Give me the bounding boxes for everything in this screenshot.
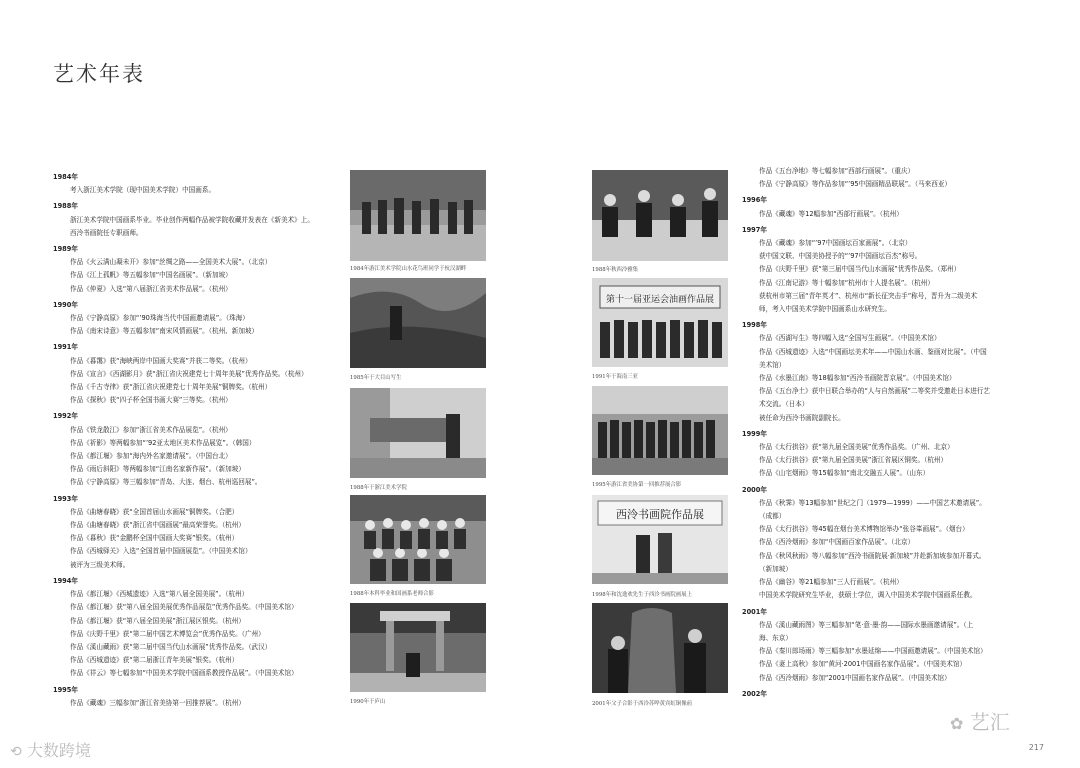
chronology-entry: 作品《宁静高原》参加“’90珠海当代中国画邀请展”。（珠海）	[70, 314, 249, 323]
chronology-left-column	[53, 168, 314, 710]
chronology-entry: 作品《水墨江南》等18幅参加“西泠书画院晋京展”。（中国美术馆）	[759, 374, 956, 383]
photo-1995-exhibition	[592, 386, 728, 475]
chronology-entry: 作品《探秋》获“四子杯全国书画大赛”三等奖。（杭州）	[70, 396, 232, 405]
chronology-entry: 作品《五台净地》等七幅参加“西部行画展”。（重庆）	[759, 167, 915, 175]
chronology-entry: 作品《都江堰》获“第八届全国美展”浙江展区银奖。（杭州）	[70, 616, 245, 625]
chronology-entry: 作品《太行拱谷》获“第九届全国美展”优秀作品奖。（广州、北京）	[759, 443, 954, 452]
chronology-entry: 作品《西湖写生》等四幅入选“全国写生画展”。（中国美术馆）	[759, 334, 941, 343]
chronology-entry: 作品《西泠烟雨》参加“2001中国画名家作品展”。（中国美术馆）	[759, 673, 951, 682]
chronology-entry: 作品《都江堰》参加“海内外名家邀请展”。（中国台北）	[70, 452, 232, 461]
year-heading: 1999年	[742, 429, 767, 438]
chronology-entry: 作品《江南记游》等十幅参加“杭州市十人提名展”。（杭州）	[759, 278, 934, 287]
caption-photo-1: 1984年游江美术学院山水花鸟班同学于杭汉湖畔	[350, 266, 467, 272]
caption-photo-5: 1990年于庐山	[350, 699, 386, 705]
chronology-entry: 作品《宁静高原》等三幅参加“青岛、大连、烟台、杭州巡回展”。	[70, 478, 262, 487]
chronology-entry: 作品《南宋诗意》等五幅参加“南宋风情画展”。（杭州、新加坡）	[70, 327, 259, 336]
watermark-yihui-text: 艺汇	[969, 710, 1010, 734]
year-heading: 1991年	[53, 343, 78, 352]
wechat-icon: ✿	[950, 714, 964, 733]
watermark-dashujuajing-text: 大数跨境	[26, 741, 91, 760]
photo-1988-graduation	[350, 495, 486, 584]
chronology-entry: 作品《秋风秋雨》等八幅参加“西泠书画院展·新加坡”并赴新加坡参加开幕式。	[759, 551, 986, 560]
chronology-entry: 作品《宣言》《西湖影月》获“浙江省庆祝建党七十周年美展”优秀作品奖。（杭州）	[70, 369, 308, 378]
banner-text-photo-7: 第十一届亚运会油画作品展	[605, 295, 715, 305]
caption-photo-4: 1988年本科毕业和国画系老师合影	[350, 591, 434, 597]
chronology-right-column	[742, 165, 990, 701]
chronology-entry: 获杭州市第三届“青年英才”、杭州市“新长征突击手”称号，晋升为二级美术	[759, 291, 978, 300]
chronology-entry: 作品《幽谷》等21幅参加“三人行画展”。（杭州）	[759, 578, 903, 587]
page-title: 艺术年表	[53, 62, 145, 86]
chronology-entry: 被任命为西泠书画院副院长。	[759, 413, 845, 422]
chronology-entry: 作品《庆野千里》获“第三届中国当代山水画展”优秀作品奖。（郑州）	[759, 265, 961, 274]
year-heading: 2001年	[742, 607, 767, 616]
logo-icon: ⟲	[10, 744, 22, 760]
chronology-entry: 作品《曲塘春晓》获“浙江省中国画展”最高荣誉奖。（杭州）	[70, 521, 245, 530]
chronology-entry: 作品《太行拱谷》获“第九届全国美展”浙江省展区铜奖。（杭州）	[759, 456, 948, 465]
chronology-entry: 作品《西城驿关》入选“全国首届中国画展览”。（中国美术馆）	[70, 547, 252, 556]
chronology-entry: 作品《藏魂》三幅参加“浙江省美协第一回推荐展”。（杭州）	[70, 698, 245, 707]
caption-photo-2: 1985年于大目山写生	[350, 375, 402, 381]
year-heading: 1989年	[53, 245, 78, 254]
chronology-entry: 作品《祥云》等七幅参加“中国美术学院中国画系教授作品展”。（中国美术馆）	[70, 669, 298, 678]
photo-1988-gathering	[592, 170, 728, 261]
chronology-entry: 作品《溪山藏雨》获“第二届中国当代山水画展”优秀作品奖。（武汉）	[70, 642, 272, 651]
photo-1990-lushan	[350, 603, 486, 692]
photo-2001-statue	[592, 603, 728, 693]
year-heading: 1998年	[742, 321, 767, 330]
chronology-entry: 作品《火云满山凝未开》参加“丝绸之路——全国美术大展”。（北京）	[70, 258, 272, 267]
chronology-entry: 作品《五台净土》获中日联合举办的“人与自然画展”二等奖并受邀赴日本进行艺	[759, 387, 991, 396]
chronology-entry: 浙江美术学院中国画系毕业。毕业创作两幅作品被学院收藏并发表在《新美术》上。	[70, 215, 314, 224]
year-heading: 1994年	[53, 576, 78, 585]
chronology-entry: 作品《千古寺律》获“浙江省庆祝建党七十周年美展”铜牌奖。（杭州）	[70, 383, 272, 392]
chronology-entry: 作品《曲塘春晓》获“全国首届山水画展”铜牌奖。（合肥）	[70, 507, 239, 516]
year-heading: 2000年	[742, 485, 767, 494]
caption-photo-3: 1988年于浙江美术学院	[350, 485, 407, 491]
year-heading: 1988年	[53, 202, 78, 211]
chronology-entry: 作品《宁静高原》等作品参加“’95中国画精品联展”。（马来西亚）	[759, 180, 952, 189]
chronology-entry: 作品《暮秋》获“金鹏杯全国中国画大奖赛”银奖。（杭州）	[70, 534, 239, 543]
year-heading: 1984年	[53, 173, 78, 181]
year-heading: 1990年	[53, 300, 78, 309]
caption-photo-10: 2001年父子合影于西泠苏哗黄宾虹铜像前	[592, 701, 692, 707]
year-heading: 1995年	[53, 685, 78, 694]
chronology-entry: 作品《铁龙散江》参加“浙江省美术作品展览”。（杭州）	[70, 425, 232, 434]
year-heading: 1997年	[742, 225, 767, 234]
chronology-entry: 美术馆）	[759, 360, 786, 369]
chronology-entry: 作品《暮霭》获“海峡两岸中国画大奖赛”并获二等奖。（杭州）	[70, 356, 252, 365]
photo-1984-group	[350, 170, 486, 261]
photo-1985-sketching	[350, 278, 486, 368]
chronology-entry: 作品《都江堰》《西城遗迹》入选“第八届全国美展”。（杭州）	[70, 590, 249, 599]
chronology-entry: 被评为三级美术师。	[70, 560, 130, 569]
caption-photo-9: 1998年和沈逸欢先生于西泠书画院画展上	[592, 592, 692, 598]
chronology-entry: 考入浙江美术学院（现中国美术学院）中国画系。	[70, 186, 216, 195]
chronology-entry: 师，考入中国美术学院中国画系山水研究生。	[759, 305, 891, 314]
caption-photo-7: 1991年于海南三亚	[592, 374, 639, 380]
chronology-entry: 作品《太行拱谷》等45幅在烟台美术博物馆举办“张谷峯画展”。（烟台）	[759, 525, 969, 534]
page-number: 217	[1028, 743, 1044, 752]
watermark-dashujuajing	[10, 738, 91, 761]
chronology-entry: 中国美术学院研究生毕业，获硕士学位，调入中国美术学院中国画系任教。	[759, 591, 977, 600]
year-heading: 1996年	[742, 196, 767, 205]
chronology-entry: （新加坡）	[759, 564, 792, 573]
year-heading: 1992年	[53, 412, 78, 421]
photo-1998-xiling-exhibition	[592, 495, 728, 584]
photo-1991-hainan	[592, 278, 728, 367]
chronology-entry: 作品《山宅烟雨》等15幅参加“南北交融五人展”。（山东）	[759, 469, 930, 478]
chronology-entry: 作品《西泠烟雨》参加“中国画百家作品展”。（北京）	[759, 538, 915, 547]
chronology-entry: 作品《秋霁》等13幅参加“世纪之门（1979—1999）——中国艺术邀请展”。	[759, 498, 986, 507]
chronology-entry: 作品《秦川郎场雨》等三幅参加“水墨延绵——中国画邀请展”。（中国美术馆）	[759, 647, 987, 656]
chronology-entry: 作品《雨后斜阳》等两幅参加“江南名家新作展”。（新加坡）	[70, 465, 245, 474]
chronology-entry: 作品《祈影》等两幅参加“’92亚太地区美术作品展览”。（韩国）	[70, 438, 256, 447]
photo-1988-academy	[350, 388, 486, 478]
chronology-entry: 西泠书画院任专职画师。	[70, 228, 143, 237]
chronology-entry: 作品《西城遗迹》入选“中国画坛美术年——中国山水画、鉴画对比展”。（中国	[759, 347, 987, 356]
chronology-entry: 作品《溪山藏雨图》等三幅参加“笔·意·墨·韵——国际水墨画邀请展”。（上	[759, 620, 974, 629]
caption-photo-8: 1995年游江省美协第一回推荐展合影	[592, 482, 682, 488]
chronology-entry: 作品《妻上高秋》参加“黄河·2001中国画名家作品展”。（中国美术馆）	[759, 660, 967, 669]
caption-photo-6: 1988年秋西泠雅集	[592, 267, 639, 273]
chronology-entry: 作品《都江堰》获“第八届全国美展优秀作品展览”优秀作品奖。（中国美术馆）	[70, 603, 298, 612]
chronology-entry: 海、东京）	[759, 633, 792, 642]
year-heading: 2002年	[742, 689, 767, 698]
banner-text-photo-9: 西泠书画院作品展	[616, 508, 704, 521]
watermark-yihui	[950, 706, 1010, 735]
chronology-entry: 获中国文联、中国美协授予的“’97中国画坛百杰”称号。	[759, 252, 922, 261]
chronology-entry: 作品《藏魂》等12幅参加“西部行画展”。（杭州）	[759, 209, 903, 218]
chronology-entry: 作品《仲夏》入选“第八届浙江省美术作品展”。（杭州）	[70, 284, 232, 293]
chronology-entry: 作品《西城遗迹》获“第二届浙江青年美展”银奖。（杭州）	[70, 656, 239, 665]
chronology-entry: 术交流。（日本）	[759, 400, 809, 409]
year-heading: 1993年	[53, 494, 78, 503]
chronology-entry: 作品《藏魂》参加“’97中国画坛百家画展”。（北京）	[759, 239, 912, 248]
chronology-entry: 作品《庆野千里》获“第二届中国艺术博览会”优秀作品奖。（广州）	[70, 629, 265, 638]
chronology-entry: 作品《江上孤帆》等五幅参加“中国名画展”。（新加坡）	[70, 271, 232, 280]
chronology-entry: （成都）	[759, 512, 786, 521]
